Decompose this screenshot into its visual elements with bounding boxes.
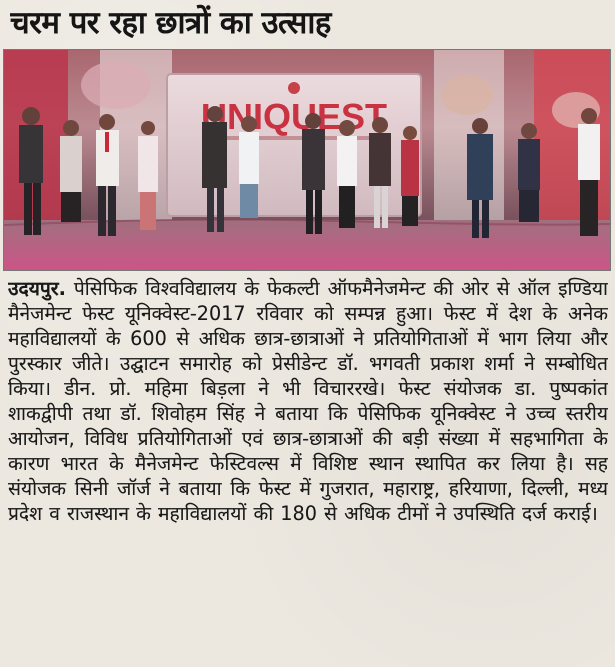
article-text <box>8 276 608 660</box>
photo-sheen <box>4 50 610 270</box>
event-photo-illustration <box>4 50 610 270</box>
headline: चरम पर रहा छात्रों का उत्साह <box>10 5 331 41</box>
article-dateline: उदयपुर. <box>8 277 66 300</box>
article-body: पेसिफिक विश्वविद्यालय के फेकल्टी ऑफमैनेजमेन्ट की ओर से ऑल इण्डिया मैनेजमेन्ट फेस्ट यूनिक्वेस्ट-2017 रविवार को सम्पन्न हुआ। फेस्ट में देश के अनेक महाविद्यालयों के 600 से अधिक छात्र-छात्राओं ने प्रतियोगिताओं में भाग लिया और पुरस्कार जीते। उद्घाटन समारोह को प्रेसीडेन्ट डॉ. भगवती प्रकाश शर्मा ने सम्बोधित किया। डीन. प्रो. महिमा बिड़ला ने भी विचाररखे। फेस्ट संयोजक डा. पुष्पकांत शाकद्वीपी तथा डॉ. शिवोहम सिंह ने बताया कि पेसिफिक यूनिक्वेस्ट ने उच्च स्तरीय आयोजन, विविध प्रतियोगिताओं एवं छात्र-छात्राओं की बड़ी संख्या में सहभागिता के कारण भारत के मैनेजमेन्ट फेस्टिवल्स में विशिष्ट स्थान स्थापित कर लिया है। सह संयोजक सिनी जॉर्ज ने बताया कि फेस्ट में गुजरात, महाराष्ट्र, हरियाणा, दिल्ली, मध्य प्रदेश व राजस्थान के महाविद्यालयों की 180 से अधिक टीमों ने उपस्थिति दर्ज कराई। <box>8 277 608 525</box>
event-photo <box>3 49 611 271</box>
